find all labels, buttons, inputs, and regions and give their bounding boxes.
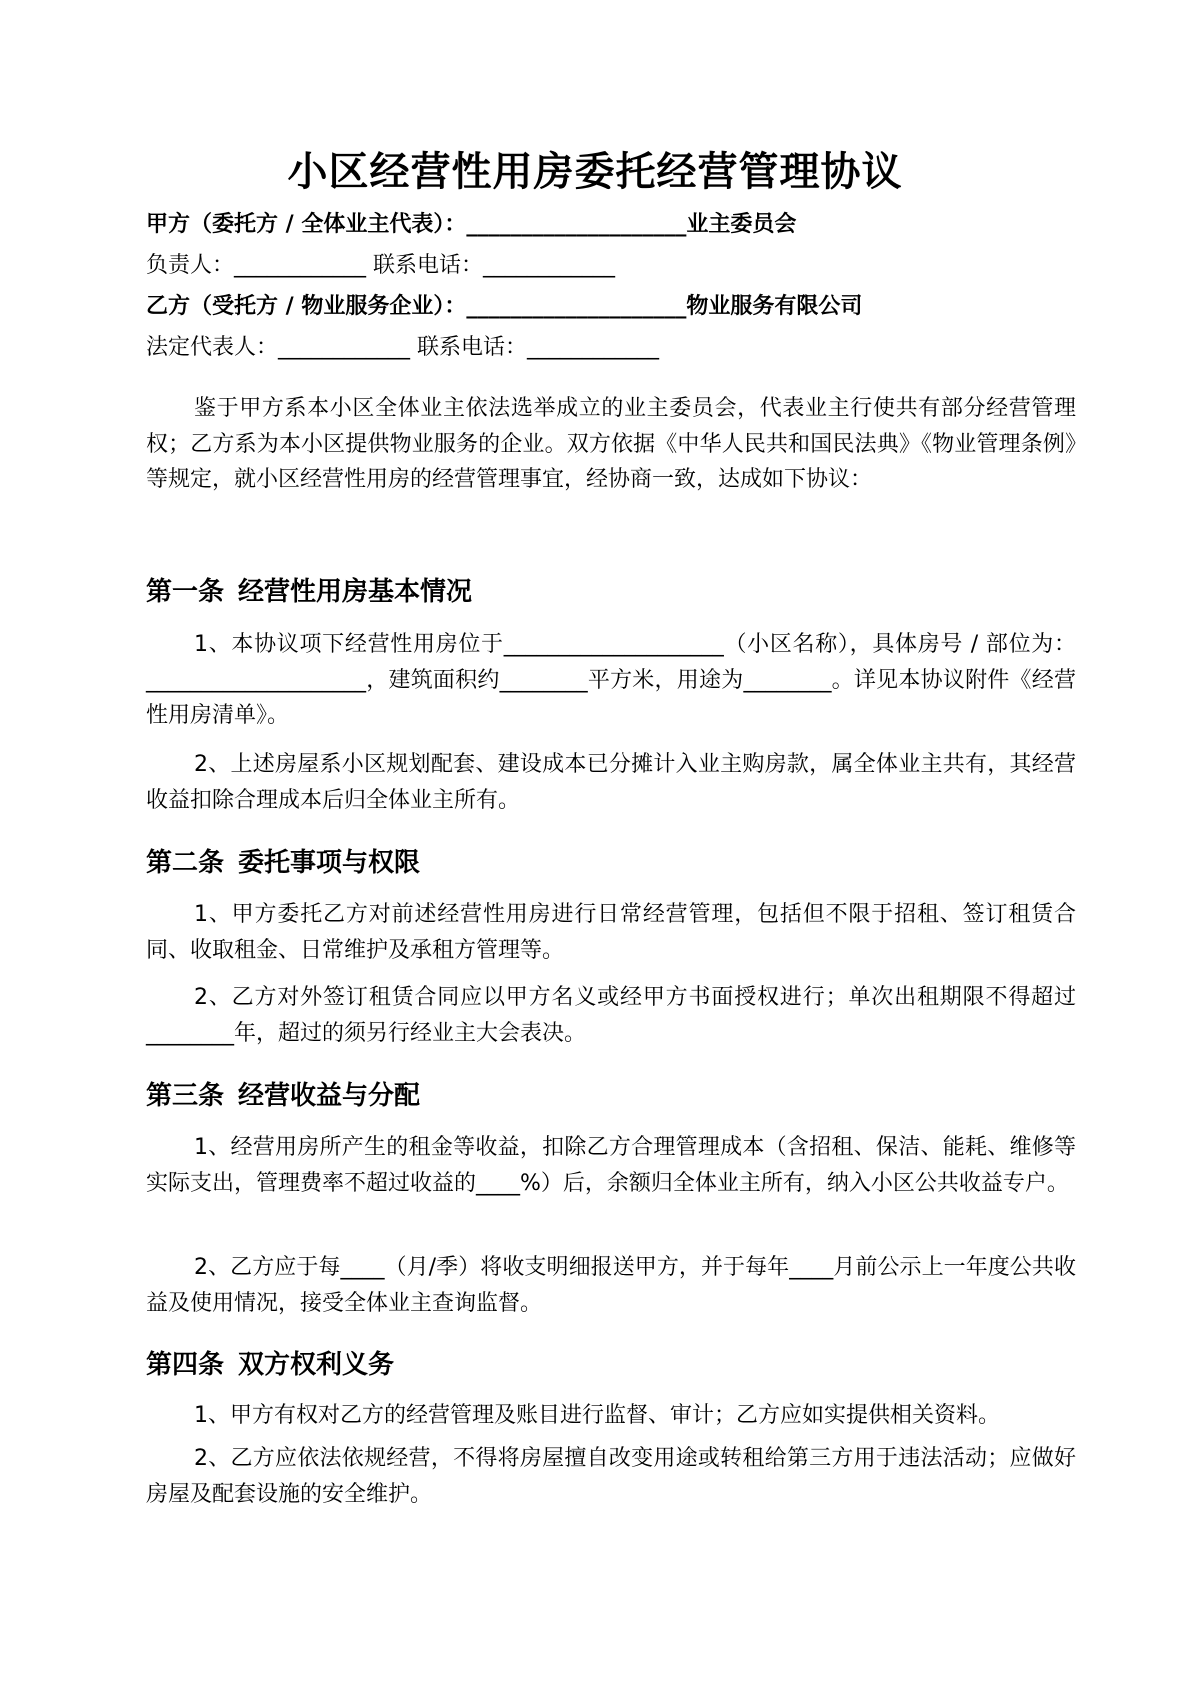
clause-paragraph: 2、乙方对外签订租赁合同应以甲方名义或经甲方书面授权进行；单次出租期限不得超过________年，超过的须另行经业主大会表决。: [146, 985, 1076, 1046]
preamble-paragraph: 鉴于甲方系本小区全体业主依法选举成立的业主委员会，代表业主行使共有部分经营管理权；乙方系为本小区提供物业服务的企业。双方依据《中华人民共和国民法典》《物业管理条例》等规定，就小区经营性用房的经营管理事宜，经协商一致，达成如下协议：: [146, 396, 1076, 492]
clause-paragraph: 1、甲方有权对乙方的经营管理及账目进行监督、审计；乙方应如实提供相关资料。: [194, 1403, 1000, 1428]
clause-paragraph: 1、本协议项下经营性用房位于____________________（小区名称），具体房号 / 部位为：____________________，建筑面积约________平方米，用途为________。详见本协议附件《经营性用房清单》。: [146, 632, 1076, 728]
section-heading-2: [146, 845, 420, 881]
section-title: 经营性用房基本情况: [238, 577, 473, 607]
page-title: 小区经营性用房委托经营管理协议: [287, 149, 903, 195]
clause-paragraph: 2、乙方应于每____（月/季）将收支明细报送甲方，并于每年____月前公示上一年度公共收益及使用情况，接受全体业主查询监督。: [146, 1255, 1076, 1316]
clause-paragraph: 1、经营用房所产生的租金等收益，扣除乙方合理管理成本（含招租、保洁、能耗、维修等实际支出，管理费率不超过收益的____%）后，余额归全体业主所有，纳入小区公共收益专户。: [146, 1135, 1076, 1196]
clause-paragraph: 1、甲方委托乙方对前述经营性用房进行日常经营管理，包括但不限于招租、签订租赁合同、收取租金、日常维护及承租方管理等。: [146, 902, 1076, 963]
section-heading-3: [146, 1078, 420, 1114]
section-heading-4: [146, 1347, 394, 1383]
section-title: 经营收益与分配: [238, 1081, 421, 1111]
section-heading-1: [146, 574, 472, 610]
party-a-contact: 负责人：____________ 联系电话：____________: [146, 253, 615, 278]
section-number: 第三条: [146, 1081, 225, 1111]
party-b-line: 乙方（受托方 / 物业服务企业）：____________________物业服务有限公司: [146, 294, 863, 319]
section-title: 委托事项与权限: [238, 848, 421, 878]
section-title: 双方权利义务: [238, 1350, 395, 1380]
party-a-line: 甲方（委托方 / 全体业主代表）：____________________业主委员会: [146, 212, 797, 237]
clause-paragraph: 2、上述房屋系小区规划配套、建设成本已分摊计入业主购房款，属全体业主共有，其经营收益扣除合理成本后归全体业主所有。: [146, 752, 1076, 813]
section-number: 第一条: [146, 577, 225, 607]
section-number: 第四条: [146, 1350, 225, 1380]
clause-paragraph: 2、乙方应依法依规经营，不得将房屋擅自改变用途或转租给第三方用于违法活动；应做好房屋及配套设施的安全维护。: [146, 1446, 1076, 1507]
section-number: 第二条: [146, 848, 225, 878]
party-b-contact: 法定代表人：____________ 联系电话：____________: [146, 335, 659, 360]
